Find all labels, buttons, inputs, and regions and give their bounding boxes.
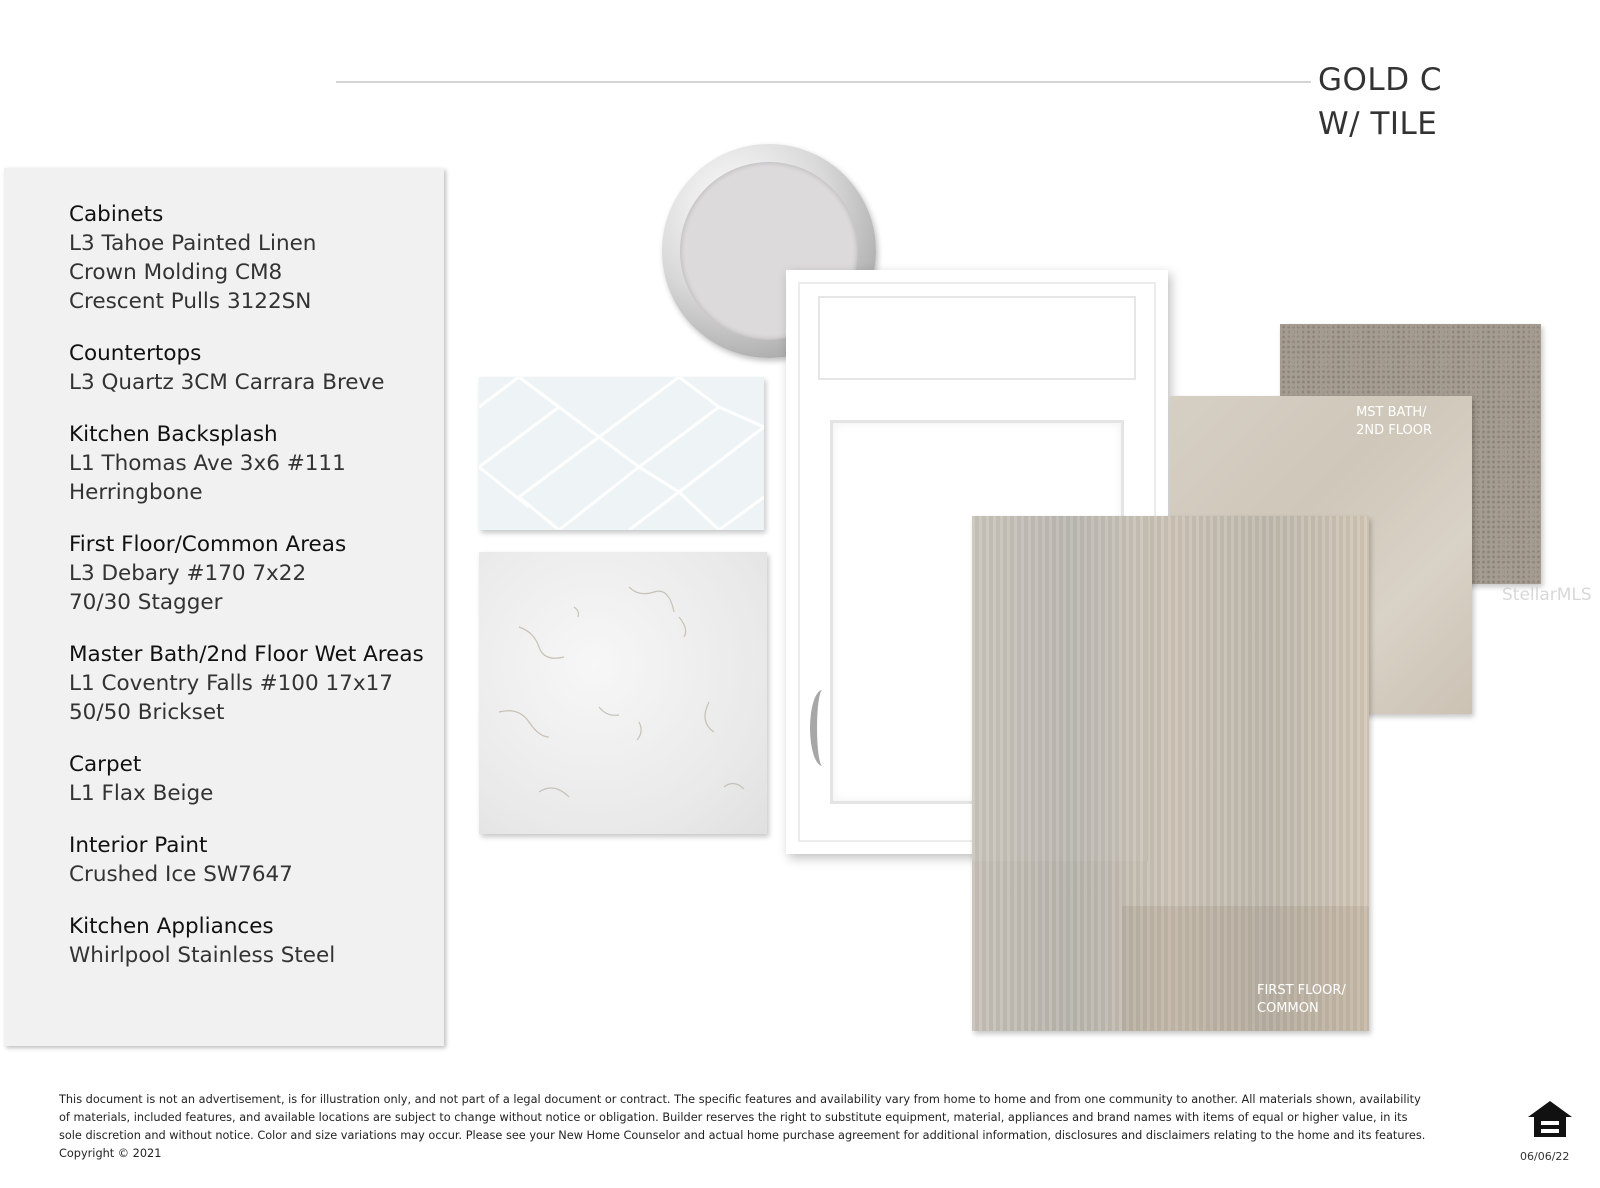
spec-category: Carpet — [69, 752, 142, 777]
page-title — [1318, 58, 1442, 146]
first-floor-label — [1257, 982, 1346, 1018]
document-date: 06/06/22 — [1520, 1150, 1570, 1163]
floor-label-line-1: FIRST FLOOR/ — [1257, 983, 1346, 998]
spec-value: Whirlpool Stainless Steel — [69, 943, 336, 968]
quartz-veining — [479, 552, 767, 834]
first-floor-tile-sample — [972, 516, 1369, 1031]
equal-housing-icon — [1526, 1099, 1574, 1149]
backsplash-tile-sample — [479, 377, 764, 530]
spec-value: L3 Tahoe Painted Linen — [69, 231, 317, 256]
spec-section — [69, 912, 439, 970]
disclaimer-text: This document is not an advertisement, is for illustration only, and not part of a legal document or contract. The specific features and availability vary from home to home and from one community to another. All materials shown, availability of materials, included features, and available locations are subject to change without notice or obligation. Builder reserves the right to substitute equipment, material, appliances and brand names with items of equal or higher value, in its sole discretion and without notice. Color and size variations may occur. Please see your New Home Counselor and actual home purchase agreement for additional information, disclosures and disclaimers relating to the home and its features. Copyright © 2021 — [59, 1093, 1426, 1160]
wood-plank — [972, 516, 1148, 861]
spec-value: L3 Quartz 3CM Carrara Breve — [69, 370, 385, 395]
mst-label-line-2: 2ND FLOOR — [1356, 423, 1432, 438]
spec-section — [69, 831, 439, 889]
spec-value: Crescent Pulls 3122SN — [69, 289, 312, 314]
crescent-pull-icon — [810, 690, 835, 766]
spec-category: Cabinets — [69, 202, 164, 227]
spec-section — [69, 200, 439, 316]
spec-value: Crushed Ice SW7647 — [69, 862, 293, 887]
mst-bath-label — [1356, 404, 1432, 440]
floor-label-line-2: COMMON — [1257, 1001, 1319, 1016]
door-top-rail — [818, 296, 1136, 380]
spec-value: L1 Flax Beige — [69, 781, 214, 806]
spec-section — [69, 420, 439, 507]
watermark: StellarMLS — [1502, 585, 1592, 605]
spec-value: L1 Thomas Ave 3x6 #111 — [69, 451, 346, 476]
title-line-1: GOLD C — [1318, 62, 1443, 98]
header-rule — [336, 81, 1311, 83]
spec-category: Countertops — [69, 341, 202, 366]
countertop-quartz-sample — [479, 552, 767, 834]
equal-housing-logo — [1526, 1099, 1574, 1157]
spec-section — [69, 750, 439, 808]
spec-category: Kitchen Appliances — [69, 914, 274, 939]
spec-section — [69, 530, 439, 617]
spec-category: Interior Paint — [69, 833, 208, 858]
spec-category: First Floor/Common Areas — [69, 532, 347, 557]
spec-category: Kitchen Backsplash — [69, 422, 278, 447]
herringbone-pattern — [479, 377, 764, 530]
spec-section — [69, 640, 439, 727]
spec-section — [69, 339, 439, 397]
spec-value: 50/50 Brickset — [69, 700, 225, 725]
spec-value: L3 Debary #170 7x22 — [69, 561, 307, 586]
spec-category: Master Bath/2nd Floor Wet Areas — [69, 642, 424, 667]
spec-value: L1 Coventry Falls #100 17x17 — [69, 671, 393, 696]
mst-label-line-1: MST BATH/ — [1356, 405, 1427, 420]
spec-value: 70/30 Stagger — [69, 590, 223, 615]
spec-value: Crown Molding CM8 — [69, 260, 283, 285]
spec-list — [69, 200, 439, 993]
spec-value: Herringbone — [69, 480, 203, 505]
title-line-2: W/ TILE — [1318, 106, 1438, 142]
